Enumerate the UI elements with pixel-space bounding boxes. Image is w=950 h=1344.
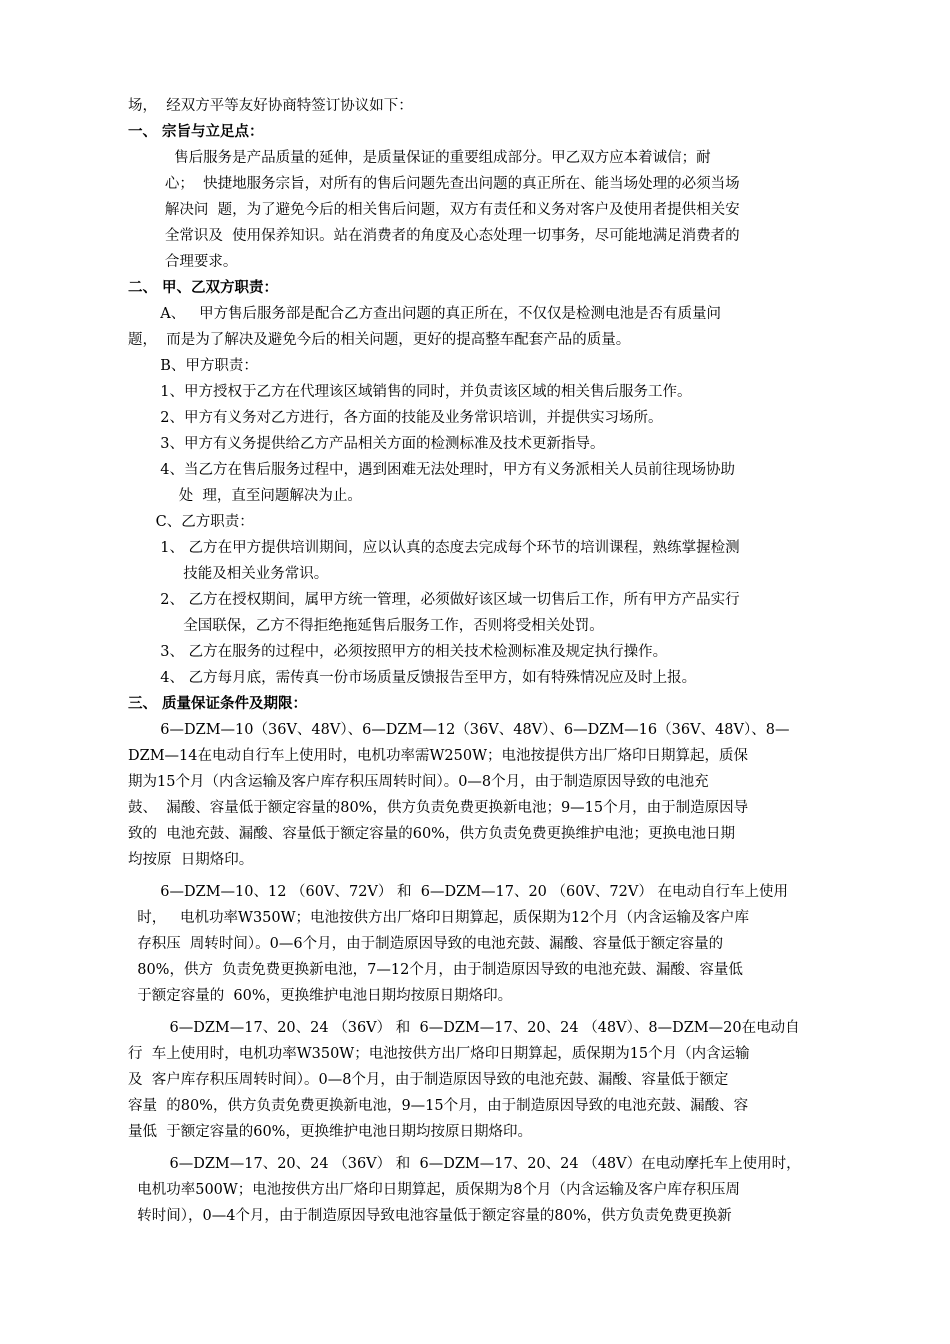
- paragraph-line: 致的 电池充鼓、漏酸、容量低于额定容量的60%，供方负责免费更换维护电池；更换电池日期: [128, 826, 735, 842]
- list-line: 4、 乙方每月底，需传真一份市场质量反馈报告至甲方，如有特殊情况应及时上报。: [128, 670, 697, 686]
- list-line: 1、 乙方在甲方提供培训期间，应以认真的态度去完成每个环节的培训课程，熟练掌握检测: [128, 540, 740, 556]
- paragraph-line: 行 车上使用时，电机功率W350W；电池按供方出厂烙印日期算起，质保期为15个月（内含运输: [128, 1046, 750, 1062]
- list-line: 全国联保，乙方不得拒绝拖延售后服务工作，否则将受相关处罚。: [128, 618, 604, 634]
- section-2-party-b-duties: [128, 509, 848, 691]
- paragraph-line: A、 甲方售后服务部是配合乙方查出问题的真正所在，不仅仅是检测电池是否有质量问: [128, 306, 722, 322]
- document-body: [128, 93, 848, 1229]
- list-line: 1、甲方授权于乙方在代理该区域销售的同时，并负责该区域的相关售后服务工作。: [128, 384, 692, 400]
- paragraph-line: 量低 于额定容量的60%，更换维护电池日期均按原日期烙印。: [128, 1124, 532, 1140]
- intro-line: 场， 经双方平等友好协商特签订协议如下：: [128, 98, 413, 114]
- list-line: C、乙方职责：: [128, 514, 254, 530]
- list-line: 2、 乙方在授权期间，属甲方统一管理，必须做好该区域一切售后工作，所有甲方产品实行: [128, 592, 740, 608]
- section-1-heading: 一、 宗旨与立足点：: [128, 123, 264, 140]
- paragraph-line: 6—DZM—10（36V、48V）、6—DZM—12（36V、48V）、6—DZM—16（36V、48V）、8—: [128, 722, 790, 738]
- paragraph-line: 6—DZM—17、20、24 （36V） 和 6—DZM—17、20、24 （48V）、8—DZM—20在电动自: [128, 1020, 800, 1036]
- section-3-heading: 三、 质量保证条件及期限：: [128, 695, 308, 712]
- section-2-heading: 二、 甲、乙双方职责：: [128, 279, 279, 296]
- warranty-paragraph-1: [128, 717, 848, 873]
- section-2-item-a: [128, 301, 848, 353]
- paragraph-line: 6—DZM—17、20、24 （36V） 和 6—DZM—17、20、24 （48V）在电动摩托车上使用时，: [128, 1156, 801, 1172]
- warranty-paragraph-2: [128, 879, 848, 1009]
- paragraph-line: 解决问 题，为了避免今后的相关售后问题，双方有责任和义务对客户及使用者提供相关安: [128, 202, 740, 218]
- paragraph-line: 容量 的80%，供方负责免费更换新电池，9—15个月，由于制造原因导致的电池充鼓、漏酸、容: [128, 1098, 749, 1114]
- section-2-party-a-duties: [128, 353, 848, 509]
- paragraph-line: 售后服务是产品质量的延伸，是质量保证的重要组成部分。甲乙双方应本着诚信；耐: [128, 150, 711, 166]
- paragraph-line: 心； 快捷地服务宗旨，对所有的售后问题先查出问题的真正所在、能当场处理的必须当场: [128, 176, 740, 192]
- list-line: 技能及相关业务常识。: [128, 566, 329, 582]
- paragraph-line: 时， 电机功率W350W；电池按供方出厂烙印日期算起，质保期为12个月（内含运输及客户库: [128, 910, 749, 926]
- paragraph-line: 6—DZM—10、12 （60V、72V） 和 6—DZM—17、20 （60V、72V） 在电动自行车上使用: [128, 884, 788, 900]
- paragraph-line: 全常识及 使用保养知识。站在消费者的角度及心态处理一切事务，尽可能地满足消费者的: [128, 228, 740, 244]
- paragraph-line: 鼓、 漏酸、容量低于额定容量的80%，供方负责免费更换新电池；9—15个月，由于制造原因导: [128, 800, 749, 816]
- warranty-paragraph-3: [128, 1015, 848, 1145]
- paragraph-line: 电机功率500W；电池按供方出厂烙印日期算起，质保期为8个月（内含运输及客户库存积压周: [128, 1182, 741, 1198]
- paragraph-line: 于额定容量的 60%，更换维护电池日期均按原日期烙印。: [128, 988, 513, 1004]
- paragraph-line: 转时间），0—4个月，由于制造原因导致电池容量低于额定容量的80%，供方负责免费更换新: [128, 1208, 732, 1224]
- paragraph-line: 80%，供方 负责免费更换新电池，7—12个月，由于制造原因导致的电池充鼓、漏酸、容量低: [128, 962, 743, 978]
- paragraph-line: 期为15个月（内含运输及客户库存积压周转时间）。0—8个月，由于制造原因导致的电池充: [128, 774, 709, 790]
- paragraph-line: 均按原 日期烙印。: [128, 852, 254, 868]
- list-line: 3、甲方有义务提供给乙方产品相关方面的检测标准及技术更新指导。: [128, 436, 605, 452]
- paragraph-line: 存积压 周转时间）。0—6个月，由于制造原因导致的电池充鼓、漏酸、容量低于额定容量的: [128, 936, 724, 952]
- list-line: B、甲方职责：: [128, 358, 258, 374]
- warranty-paragraph-4: [128, 1151, 848, 1229]
- list-line: 3、 乙方在服务的过程中，必须按照甲方的相关技术检测标准及规定执行操作。: [128, 644, 668, 660]
- list-line: 4、当乙方在售后服务过程中，遇到困难无法处理时，甲方有义务派相关人员前往现场协助: [128, 462, 735, 478]
- list-line: 处 理，直至问题解决为止。: [128, 488, 362, 504]
- paragraph-line: 及 客户库存积压周转时间）。0—8个月，由于制造原因导致的电池充鼓、漏酸、容量低于额定: [128, 1072, 729, 1088]
- paragraph-line: DZM—14在电动自行车上使用时，电机功率需W250W；电池按提供方出厂烙印日期算起，质保: [128, 748, 748, 764]
- section-1-paragraph: [128, 145, 848, 275]
- paragraph-line: 合理要求。: [128, 254, 238, 270]
- list-line: 2、甲方有义务对乙方进行，各方面的技能及业务常识培训，并提供实习场所。: [128, 410, 663, 426]
- paragraph-line: 题， 而是为了解决及避免今后的相关问题，更好的提高整车配套产品的质量。: [128, 332, 631, 348]
